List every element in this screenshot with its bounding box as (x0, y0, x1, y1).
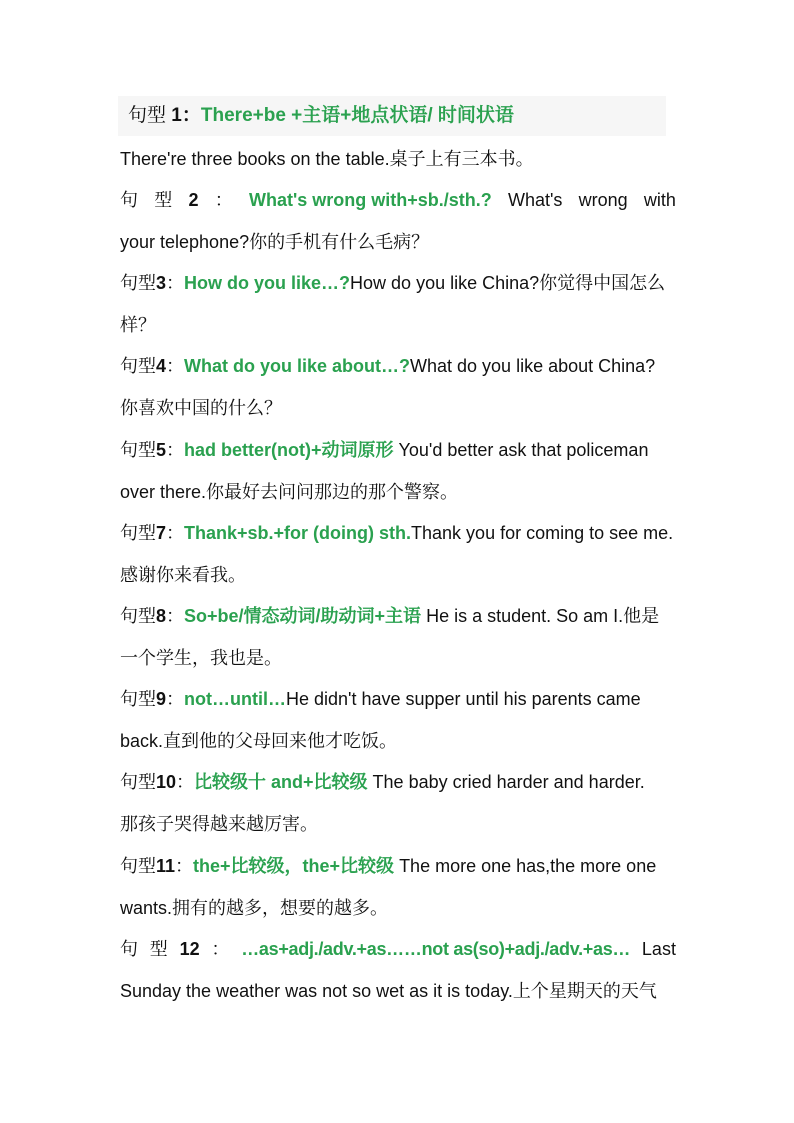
example-text: Last (641, 939, 676, 959)
pattern-colon: ： (181, 105, 201, 126)
pattern-2-heading (120, 188, 676, 212)
pattern-formula: Thank+sb.+for (doing) sth. (184, 523, 412, 543)
pattern-label: 句型 (120, 856, 156, 876)
pattern-label: 句型 (128, 105, 167, 126)
pattern-label: 句型 (120, 440, 156, 460)
example-line: 你喜欢中国的什么？ (120, 398, 282, 418)
example-line: over there.你最好去问问那边的那个警察。 (120, 482, 459, 502)
pattern-formula: What's wrong with+sb./sth.? (248, 190, 492, 210)
pattern-10-heading (120, 770, 676, 794)
example-text: Thank you for coming to see me. (411, 523, 674, 543)
pattern-5-heading (120, 438, 676, 462)
pattern-4-heading (120, 354, 676, 378)
pattern-colon: ： (166, 523, 185, 543)
pattern-number: 11 (156, 856, 176, 876)
pattern-colon: ： (166, 356, 185, 376)
pattern-label: 句 (120, 190, 138, 210)
pattern-number: 7 (156, 523, 167, 543)
example-line: 感谢你来看我。 (120, 565, 246, 585)
example-text: The baby cried harder and harder. (367, 772, 645, 792)
pattern-colon: ： (175, 856, 194, 876)
pattern-label: 句型 (120, 689, 156, 709)
example-line: wants.拥有的越多，想要的越多。 (120, 898, 389, 918)
pattern-formula: So+be/情态动词/助动词+主语 (184, 606, 422, 626)
pattern-label: 句型 (120, 772, 156, 792)
pattern-label: 句型 (120, 356, 156, 376)
pattern-number: 8 (156, 606, 167, 626)
pattern-colon: ： (166, 606, 185, 626)
pattern-3-heading (120, 271, 676, 295)
pattern-label: 句型 (120, 523, 156, 543)
pattern-number: 9 (156, 689, 167, 709)
pattern-number: 4 (156, 356, 167, 376)
pattern-9-heading (120, 687, 676, 711)
pattern-formula: had better(not)+动词原形 (184, 440, 394, 460)
pattern-colon: ： (176, 772, 195, 792)
pattern-12-heading (120, 937, 676, 961)
pattern-colon: ： (166, 440, 185, 460)
pattern-11-heading (120, 854, 676, 878)
pattern-label: 句型 (120, 606, 156, 626)
example-line: back.直到他的父母回来他才吃饭。 (120, 731, 398, 751)
pattern-formula: …as+adj./adv.+as……not as(so)+adj./adv.+as… (241, 939, 631, 959)
example-line: 一个学生，我也是。 (120, 648, 282, 668)
example-word: wrong (578, 190, 628, 210)
example-line: Sunday the weather was not so wet as it is today.上个星期天的天气 (120, 981, 657, 1001)
pattern-1-heading (128, 104, 684, 128)
pattern-7-heading (120, 521, 676, 545)
pattern-label: 型 (149, 939, 168, 959)
pattern-formula: the+比较级，the+比较级 (193, 856, 395, 876)
example-line: 那孩子哭得越来越厉害。 (120, 814, 318, 834)
pattern-label: 型 (154, 190, 173, 210)
pattern-formula: How do you like…? (184, 273, 351, 293)
pattern-number: 1 (171, 105, 182, 126)
example-line: There're three books on the table.桌子上有三本书。 (120, 149, 534, 169)
example-word: What's (507, 190, 563, 210)
pattern-number: 12 (179, 939, 200, 959)
example-text: How do you like China?你觉得中国怎么 (350, 273, 666, 293)
pattern-number: 2 (188, 190, 199, 210)
pattern-formula: not…until… (184, 689, 286, 709)
example-text: You'd better ask that policeman (393, 440, 649, 460)
example-line: your telephone?你的手机有什么毛病？ (120, 232, 430, 252)
pattern-number: 5 (156, 440, 167, 460)
pattern-number: 10 (156, 772, 177, 792)
pattern-formula: What do you like about…? (184, 356, 411, 376)
example-line: 样？ (120, 315, 156, 335)
pattern-colon: ： (214, 190, 233, 210)
pattern-label: 句型 (120, 273, 156, 293)
example-word: with (643, 190, 676, 210)
pattern-number: 3 (156, 273, 167, 293)
pattern-colon: ： (211, 939, 230, 959)
pattern-8-heading (120, 604, 676, 628)
pattern-formula: 比较级十 and+比较级 (194, 772, 368, 792)
pattern-formula: There+be +主语+地点状语/ 时间状语 (200, 105, 514, 126)
example-text: What do you like about China? (410, 356, 656, 376)
example-text: He is a student. So am I.他是 (421, 606, 660, 626)
pattern-label: 句 (120, 939, 138, 959)
pattern-colon: ： (166, 273, 185, 293)
example-text: He didn't have supper until his parents came (286, 689, 641, 709)
pattern-colon: ： (166, 689, 185, 709)
example-text: The more one has,the more one (394, 856, 657, 876)
